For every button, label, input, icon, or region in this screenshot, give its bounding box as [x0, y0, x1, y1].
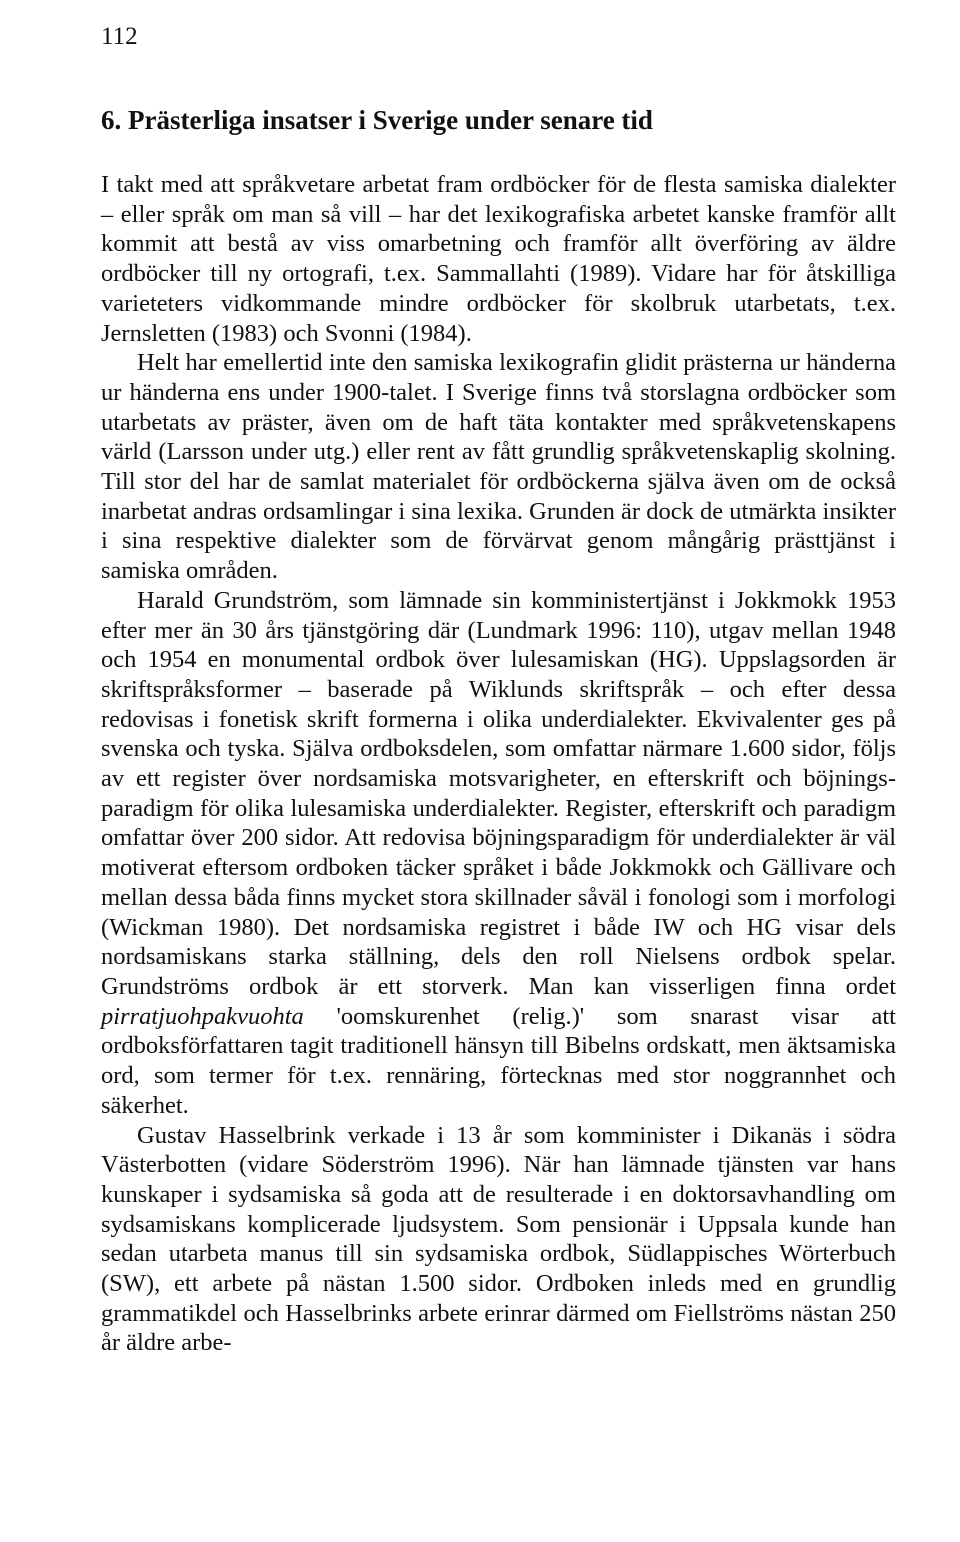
page-number: 112	[101, 23, 138, 50]
paragraph-4: Gustav Hasselbrink verkade i 13 år som komminister i Dikanäs i södra Västerbotten (vidare Söderström 1996). När han lämnade tjänsten var hans kunskaper i sydsamiska så goda att de resulterade i en doktorsavhandling om sydsamiskans komplicerade ljudsystem. Som pensionär i Uppsala kunde han sedan utarbeta manus till sin sydsamiska ordbok, Südlappisches Wörterbuch (SW), ett arbete på nästan 1.500 sidor. Ordboken inleds med en grundlig grammatikdel och Hasselbrinks arbete erinrar därmed om Fiellströms nästan 250 år äldre arbe-	[101, 1121, 896, 1357]
paragraph-3	[101, 586, 896, 1121]
body-text	[101, 170, 896, 1358]
paragraph-3-continuation: 'oomskurenhet (relig.)' som snarast visar att ordboksförfattaren tagit traditionell hänsyn till Bibelns ordskatt, men äktsamiska ord, som termer för t.ex. rennäring, förtecknas med stor noggrannhet och säkerhet.	[101, 1002, 896, 1119]
paragraph-2: Helt har emellertid inte den samiska lexikografin glidit prästerna ur händerna ur händerna ens under 1900-talet. I Sverige finns två storslagna ordböcker som utarbetats av präster, även om de haft täta kontakter med språkvetenskapens värld (Larsson under utg.) eller rent av fått grundlig språkvetenskaplig skolning. Till stor del har de samlat materialet för ordböckerna själva även om de också inarbetat andras ordsamlingar i sina lexika. Grunden är dock de utmärkta insikter i sina respektive dialekter som de förvärvat genom mångårig prästtjänst i samiska områden.	[101, 349, 896, 585]
paragraph-3-text: Harald Grundström, som lämnade sin komministertjänst i Jokkmokk 1953 efter mer än 30 års tjänstgöring där (Lundmark 1996: 110), utgav mellan 1948 och 1954 en monumental ordbok över lulesamiskan (HG). Uppslagsorden är skriftspråksformer – baserade på Wiklunds skriftspråk – och efter dessa redovisas i fonetisk skrift formerna i olika underdialekter. Ekvivalenter ges på svenska och tyska. Själva ordboksdelen, som omfattar närmare 1.600 sidor, följs av ett register över nordsamiska motsvarigheter, en efterskrift och böjningsparadigm för olika lulesamiska underdialekter. Register, efterskrift och paradigm omfattar över 200 sidor. Att redovisa böjningsparadigm för underdialekter är väl motiverat eftersom ordboken täcker språket i både Jokkmokk och Gällivare och mellan dessa båda finns mycket stora skillnader såväl i fonologi som i morfologi (Wickman 1980). Det nordsamiska registret i både IW och HG visar dels nordsamiskans starka ställning, dels den roll Nielsens ordbok spelar. Grundströms ordbok är ett storverk. Man kan visserligen finna ordet	[101, 586, 896, 1000]
document-page	[101, 22, 896, 1358]
paragraph-1: I takt med att språkvetare arbetat fram ordböcker för de flesta samiska dialekter – eller språk om man så vill – har det lexikografiska arbetet kanske framför allt kommit att bestå av viss omarbetning och framför allt överföring av äldre ordböcker till ny ortografi, t.ex. Sammallahti (1989). Vidare har för åtskilliga varieteters vidkommande mindre ordböcker för skolbruk utarbetats, t.ex. Jernsletten (1983) och Svonni (1984).	[101, 171, 896, 347]
italic-term: pirratjuohpakvuohta	[101, 1002, 304, 1030]
chapter-title: 6. Prästerliga insatser i Sverige under senare tid	[101, 105, 653, 135]
